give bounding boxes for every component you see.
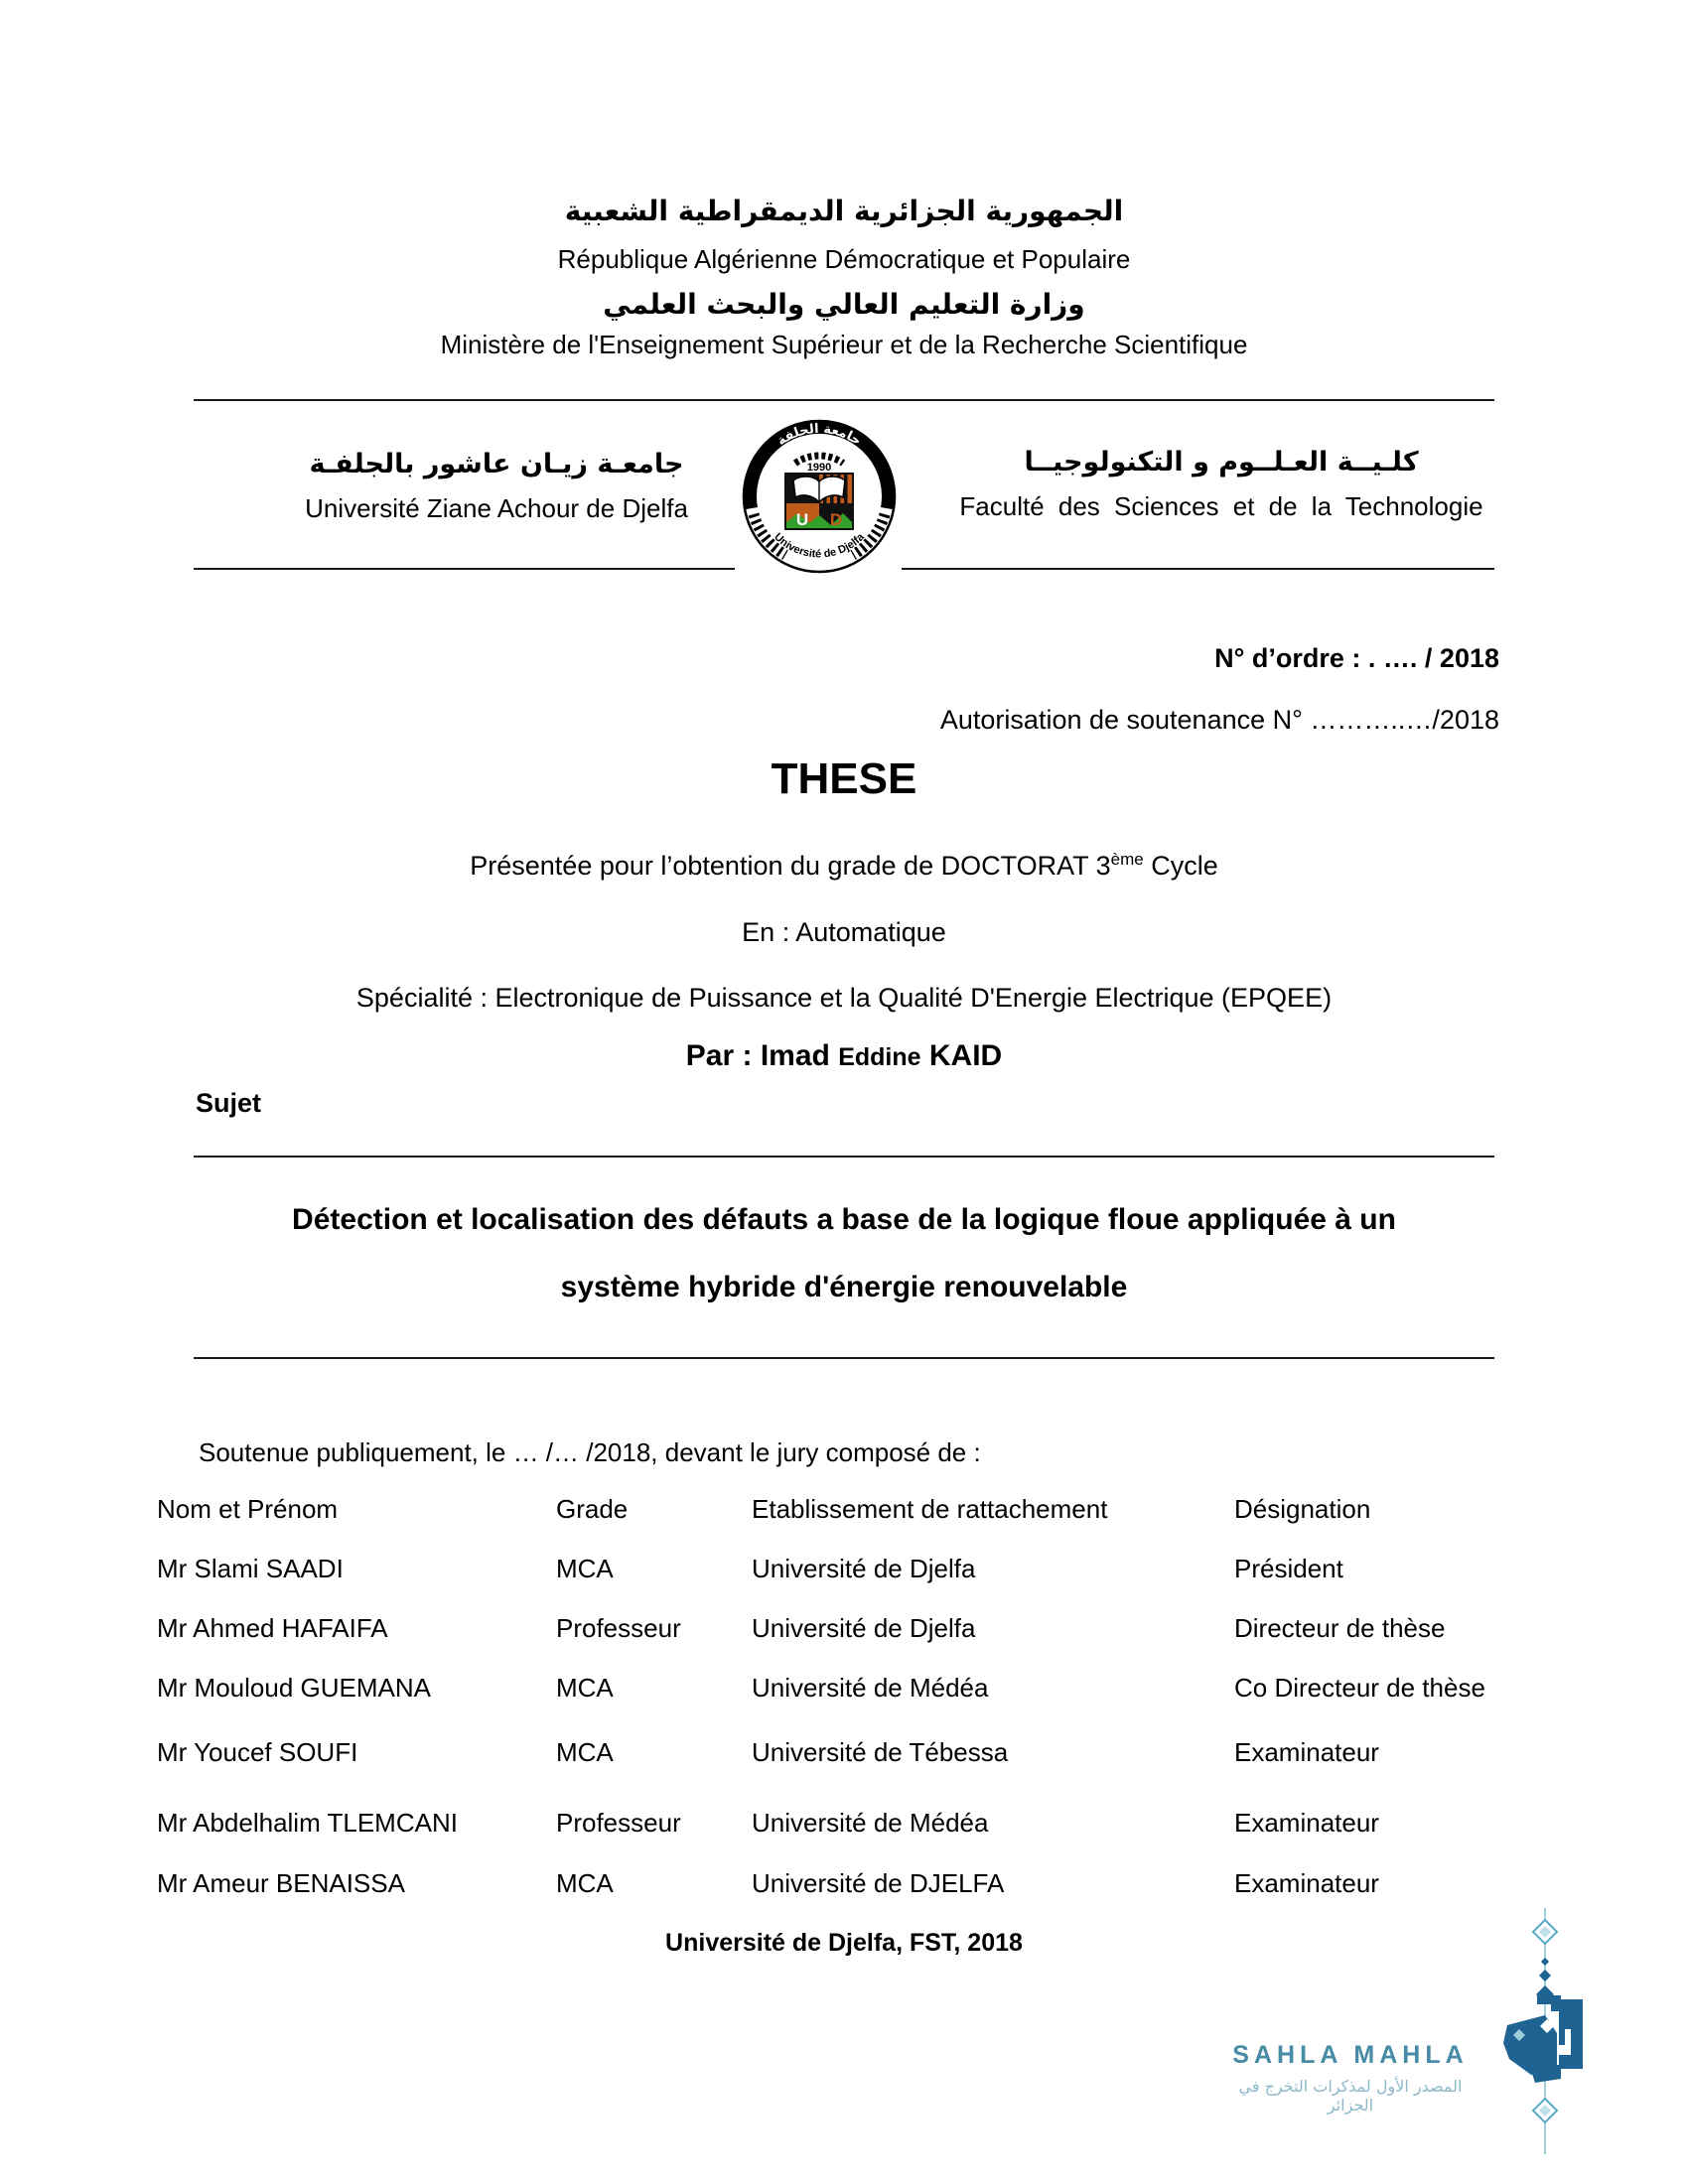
jury-member-grade: MCA	[556, 1868, 614, 1898]
table-row	[157, 1808, 1547, 1842]
table-row	[157, 1613, 1547, 1647]
university-name-arabic: جامعـة زيـان عاشور بالجلفـة	[309, 449, 684, 479]
sahla-mahla-logo-mark	[1489, 1908, 1601, 2154]
jury-member-establishment: Université de Tébessa	[752, 1737, 1009, 1767]
jury-member-establishment: Université de Médéa	[752, 1808, 989, 1838]
header-grade: Grade	[556, 1494, 629, 1524]
university-of-djelfa-logo	[740, 418, 899, 575]
jury-table	[157, 1494, 1547, 1931]
thesis-title: THESE	[771, 754, 917, 803]
divider-subject-bottom	[194, 1357, 1494, 1359]
logo-year: 1990	[806, 462, 832, 474]
ministry-title-arabic: وزارة التعليم العالي والبحث العلمي	[603, 288, 1085, 321]
jury-member-designation: Co Directeur de thèse	[1234, 1673, 1485, 1703]
jury-member-name: Mr Mouloud GUEMANA	[157, 1673, 431, 1703]
jury-member-establishment: Université de Médéa	[752, 1673, 989, 1703]
jury-member-designation: Examinateur	[1234, 1808, 1379, 1838]
jury-member-designation: Examinateur	[1234, 1737, 1379, 1767]
jury-member-grade: Professeur	[556, 1808, 681, 1838]
jury-member-grade: MCA	[556, 1737, 614, 1767]
subject-title-line2: système hybride d'énergie renouvelable	[560, 1271, 1128, 1303]
degree-presentation-line	[0, 850, 1688, 882]
author-last-name: KAID	[920, 1039, 1003, 1072]
field-line: En : Automatique	[742, 917, 946, 947]
speciality-line: Spécialité : Electronique de Puissance et la Qualité D'Energie Electrique (EPQEE)	[355, 983, 1333, 1013]
jury-member-grade: Professeur	[556, 1613, 681, 1643]
divider-mid-right	[902, 568, 1494, 570]
jury-member-name: Mr Ahmed HAFAIFA	[157, 1613, 388, 1643]
footer-institution-line: Université de Djelfa, FST, 2018	[665, 1929, 1023, 1957]
jury-member-name: Mr Slami SAADI	[157, 1554, 344, 1583]
faculty-name-french: Faculté des Sciences et de la Technologie	[959, 491, 1483, 521]
jury-member-establishment: Université de Djelfa	[752, 1613, 976, 1643]
order-number-line: N° d’ordre : . …. / 2018	[1214, 643, 1499, 673]
defense-intro-line: Soutenue publiquement, le … /… /2018, devant le jury composé de :	[199, 1437, 981, 1467]
divider-mid-left	[194, 568, 735, 570]
table-row	[157, 1868, 1547, 1902]
university-block	[248, 449, 745, 524]
jury-member-establishment: Université de Djelfa	[752, 1554, 976, 1583]
divider-top	[194, 399, 1494, 401]
faculty-name-arabic: كلـيــة العـلــوم و التكنولوجيــا	[1024, 447, 1419, 478]
jury-member-designation: Directeur de thèse	[1234, 1613, 1446, 1643]
divider-subject-top	[194, 1156, 1494, 1158]
university-name-french: Université Ziane Achour de Djelfa	[305, 493, 688, 523]
author-line	[0, 1039, 1688, 1073]
jury-member-grade: MCA	[556, 1673, 614, 1703]
logo-latin-name: Université de Djelfa	[772, 530, 867, 561]
degree-ordinal-superscript: ème	[1110, 850, 1144, 869]
jury-member-grade: MCA	[556, 1554, 614, 1583]
header-establishment: Etablissement de rattachement	[752, 1494, 1108, 1524]
jury-member-designation: Examinateur	[1234, 1868, 1379, 1898]
sahla-mahla-tagline: المصدر الأول لمذكرات التخرج في الجزائر	[1238, 2077, 1463, 2115]
table-row	[157, 1673, 1547, 1706]
jury-member-establishment: Université de DJELFA	[752, 1868, 1005, 1898]
logo-arabic-name: جامعة الجلفة	[774, 421, 864, 450]
degree-presentation-text: Présentée pour l’obtention du grade de DOCTORAT 3	[470, 851, 1111, 881]
logo-letter-d: D	[829, 510, 843, 529]
header-designation: Désignation	[1234, 1494, 1371, 1524]
republic-title-french: République Algérienne Démocratique et Populaire	[557, 244, 1131, 274]
author-middle-name: Eddine	[838, 1043, 921, 1071]
table-row	[157, 1737, 1547, 1771]
degree-cycle-text: Cycle	[1143, 851, 1218, 881]
faculty-block	[943, 447, 1499, 522]
subject-label: Sujet	[196, 1088, 262, 1118]
table-row	[157, 1554, 1547, 1587]
jury-member-name: Mr Ameur BENAISSA	[157, 1868, 405, 1898]
jury-member-designation: Président	[1234, 1554, 1343, 1583]
jury-member-name: Mr Youcef SOUFI	[157, 1737, 358, 1767]
ministry-title-french: Ministère de l'Enseignement Supérieur et de la Recherche Scientifique	[440, 330, 1248, 359]
republic-title-arabic: الجمهورية الجزائرية الديمقراطية الشعبية	[564, 195, 1124, 227]
subject-title-line1: Détection et localisation des défauts a base de la logique floue appliquée à un	[292, 1203, 1396, 1236]
sahla-mahla-wordmark: SAHLA MAHLA	[1232, 2041, 1469, 2069]
jury-table-header	[157, 1494, 1547, 1528]
author-first-name: Par : Imad	[685, 1039, 839, 1072]
defense-authorization-line: Autorisation de soutenance N° ………..…/2018	[939, 705, 1499, 735]
jury-member-name: Mr Abdelhalim TLEMCANI	[157, 1808, 458, 1838]
header-name: Nom et Prénom	[157, 1494, 339, 1524]
logo-letter-u: U	[795, 510, 809, 529]
